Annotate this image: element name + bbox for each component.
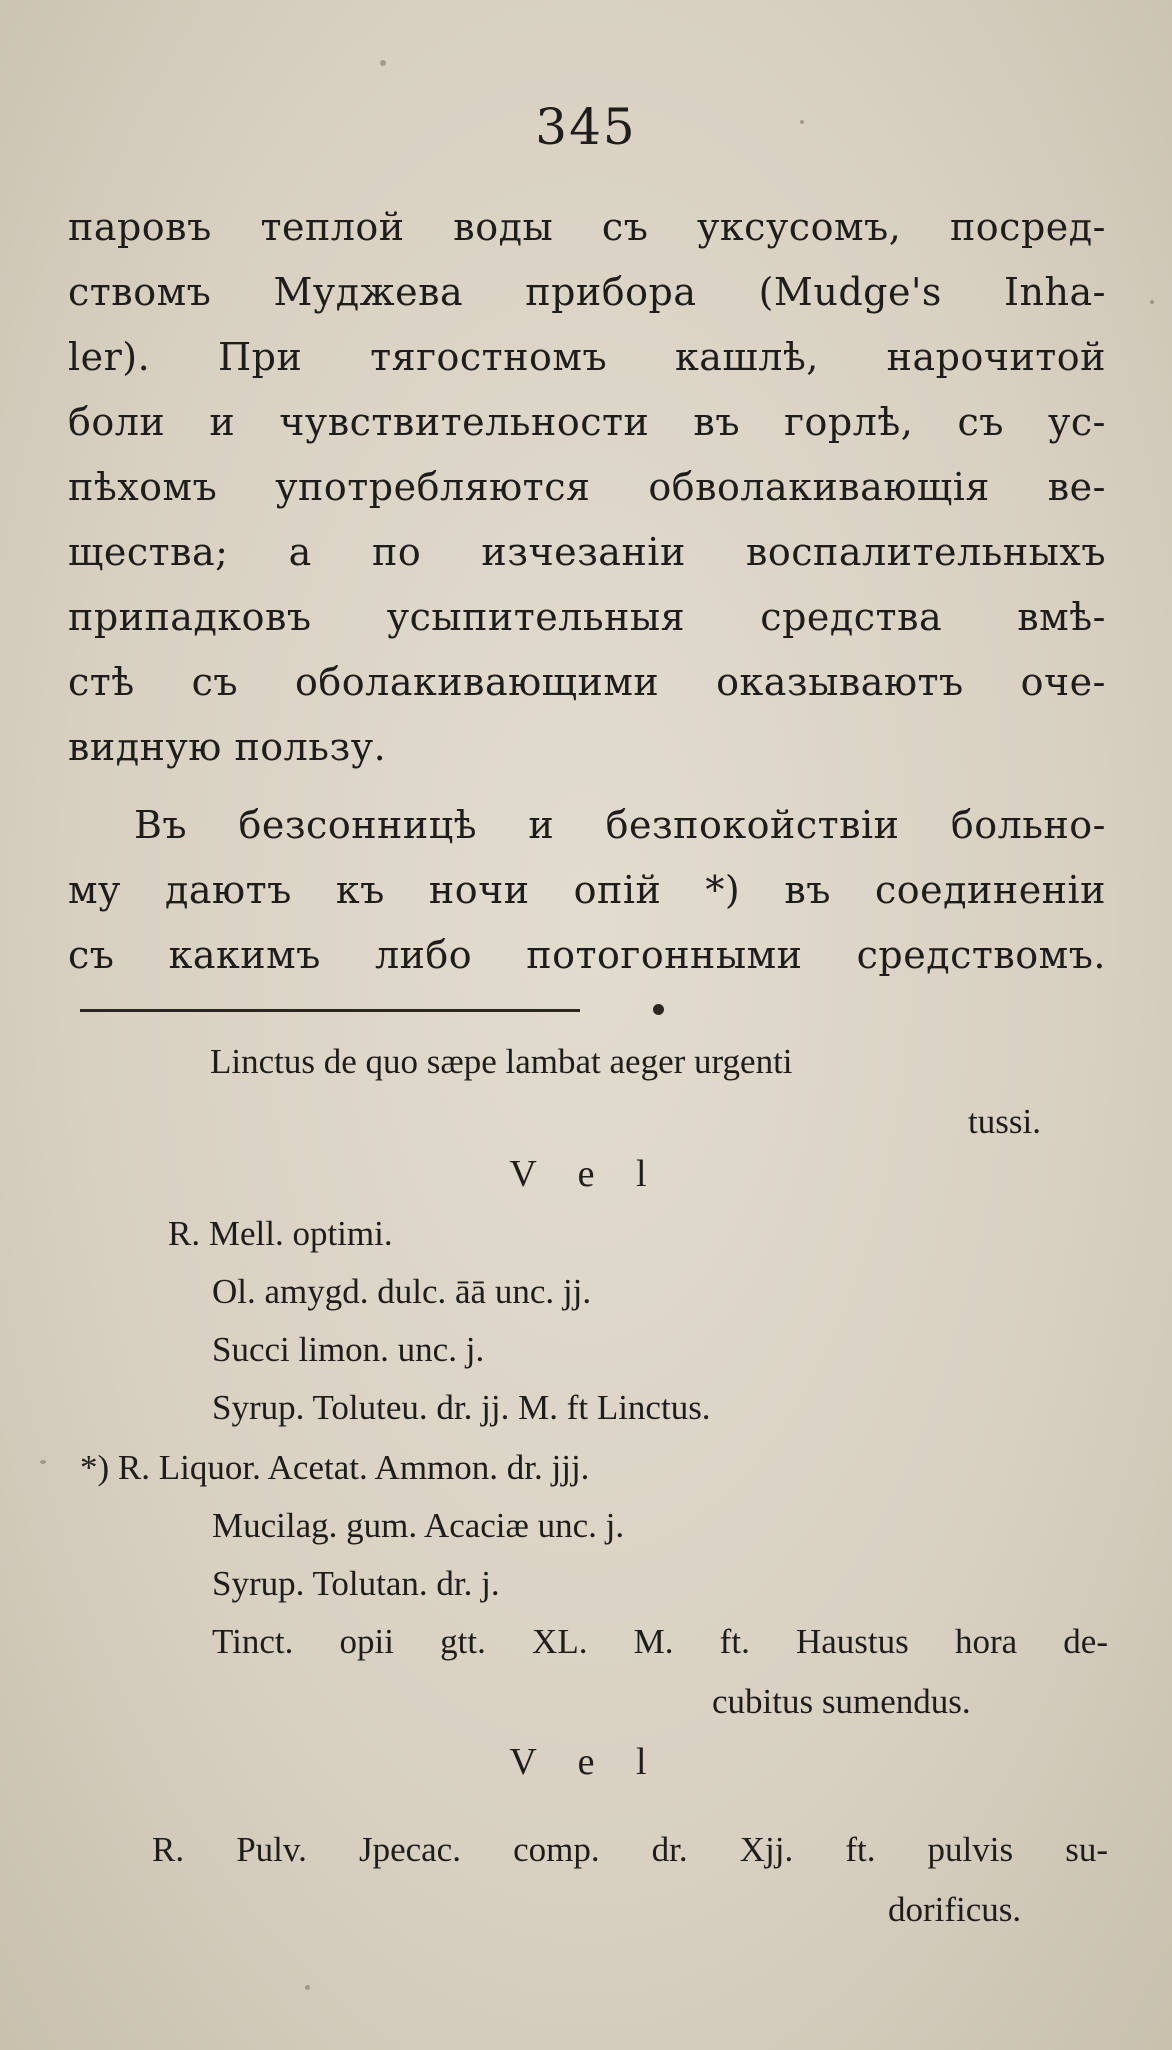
text-line: припадковъ усыпительныя средства вмѣ- bbox=[68, 595, 1106, 639]
paper-speck bbox=[380, 60, 386, 66]
text-line: пѣхомъ употребляются обволакивающія ве- bbox=[68, 465, 1106, 509]
recipe-line: Syrup. Tolutan. dr. j. bbox=[212, 1564, 500, 1603]
vel-heading: V e l bbox=[509, 1153, 663, 1195]
paper-speck bbox=[40, 1460, 46, 1464]
paper-speck bbox=[800, 120, 804, 124]
footnote-recipe-line: *) R. Liquor. Acetat. Ammon. dr. jjj. bbox=[80, 1448, 590, 1487]
recipe-line: Mucilag. gum. Acaciæ unc. j. bbox=[212, 1506, 625, 1545]
text-line: ler). При тягостномъ кашлѣ, нарочитой bbox=[68, 335, 1106, 379]
recipe-line: Ol. amygd. dulc. āā unc. jj. bbox=[212, 1272, 592, 1311]
text-line: Въ безсонницѣ и безпокойствіи больно- bbox=[134, 803, 1106, 847]
text-line: ствомъ Муджева прибора (Mudge's Inha- bbox=[68, 270, 1106, 314]
rule-dot bbox=[653, 1004, 664, 1015]
linctus-line-end: tussi. bbox=[968, 1102, 1041, 1141]
text-line: боли и чувствительности въ горлѣ, съ ус- bbox=[68, 400, 1106, 444]
recipe-line: R. Mell. optimi. bbox=[168, 1214, 393, 1253]
recipe-line: Syrup. Toluteu. dr. jj. M. ft Linctus. bbox=[212, 1388, 711, 1427]
text-line: съ какимъ либо потогонными средствомъ. bbox=[68, 933, 1106, 977]
paper-speck bbox=[1150, 300, 1154, 304]
powder-line: R. Pulv. Jpecac. comp. dr. Xjj. ft. pulvis su- bbox=[152, 1830, 1108, 1869]
text-line: стѣ съ оболакивающими оказываютъ оче- bbox=[68, 660, 1106, 704]
text-line: му даютъ къ ночи опій *) въ соединеніи bbox=[68, 868, 1106, 912]
text-line: щества; а по изчезаніи воспалительныхъ bbox=[68, 530, 1106, 574]
tincture-line-end: cubitus sumendus. bbox=[712, 1682, 971, 1721]
paper-speck bbox=[305, 1985, 310, 1990]
text-line: паровъ теплой воды съ уксусомъ, посред- bbox=[68, 205, 1106, 249]
text-line: видную пользу. bbox=[68, 725, 387, 769]
recipe-line: Succi limon. unc. j. bbox=[212, 1330, 485, 1369]
linctus-line: Linctus de quo sæpe lambat aeger urgenti bbox=[210, 1042, 793, 1081]
footnote-rule bbox=[80, 1009, 580, 1012]
powder-line-end: dorificus. bbox=[888, 1890, 1022, 1929]
vel-heading: V e l bbox=[509, 1741, 663, 1783]
page-number: 345 bbox=[535, 98, 637, 156]
tincture-line: Tinct. opii gtt. XL. M. ft. Haustus hora de- bbox=[212, 1622, 1108, 1661]
